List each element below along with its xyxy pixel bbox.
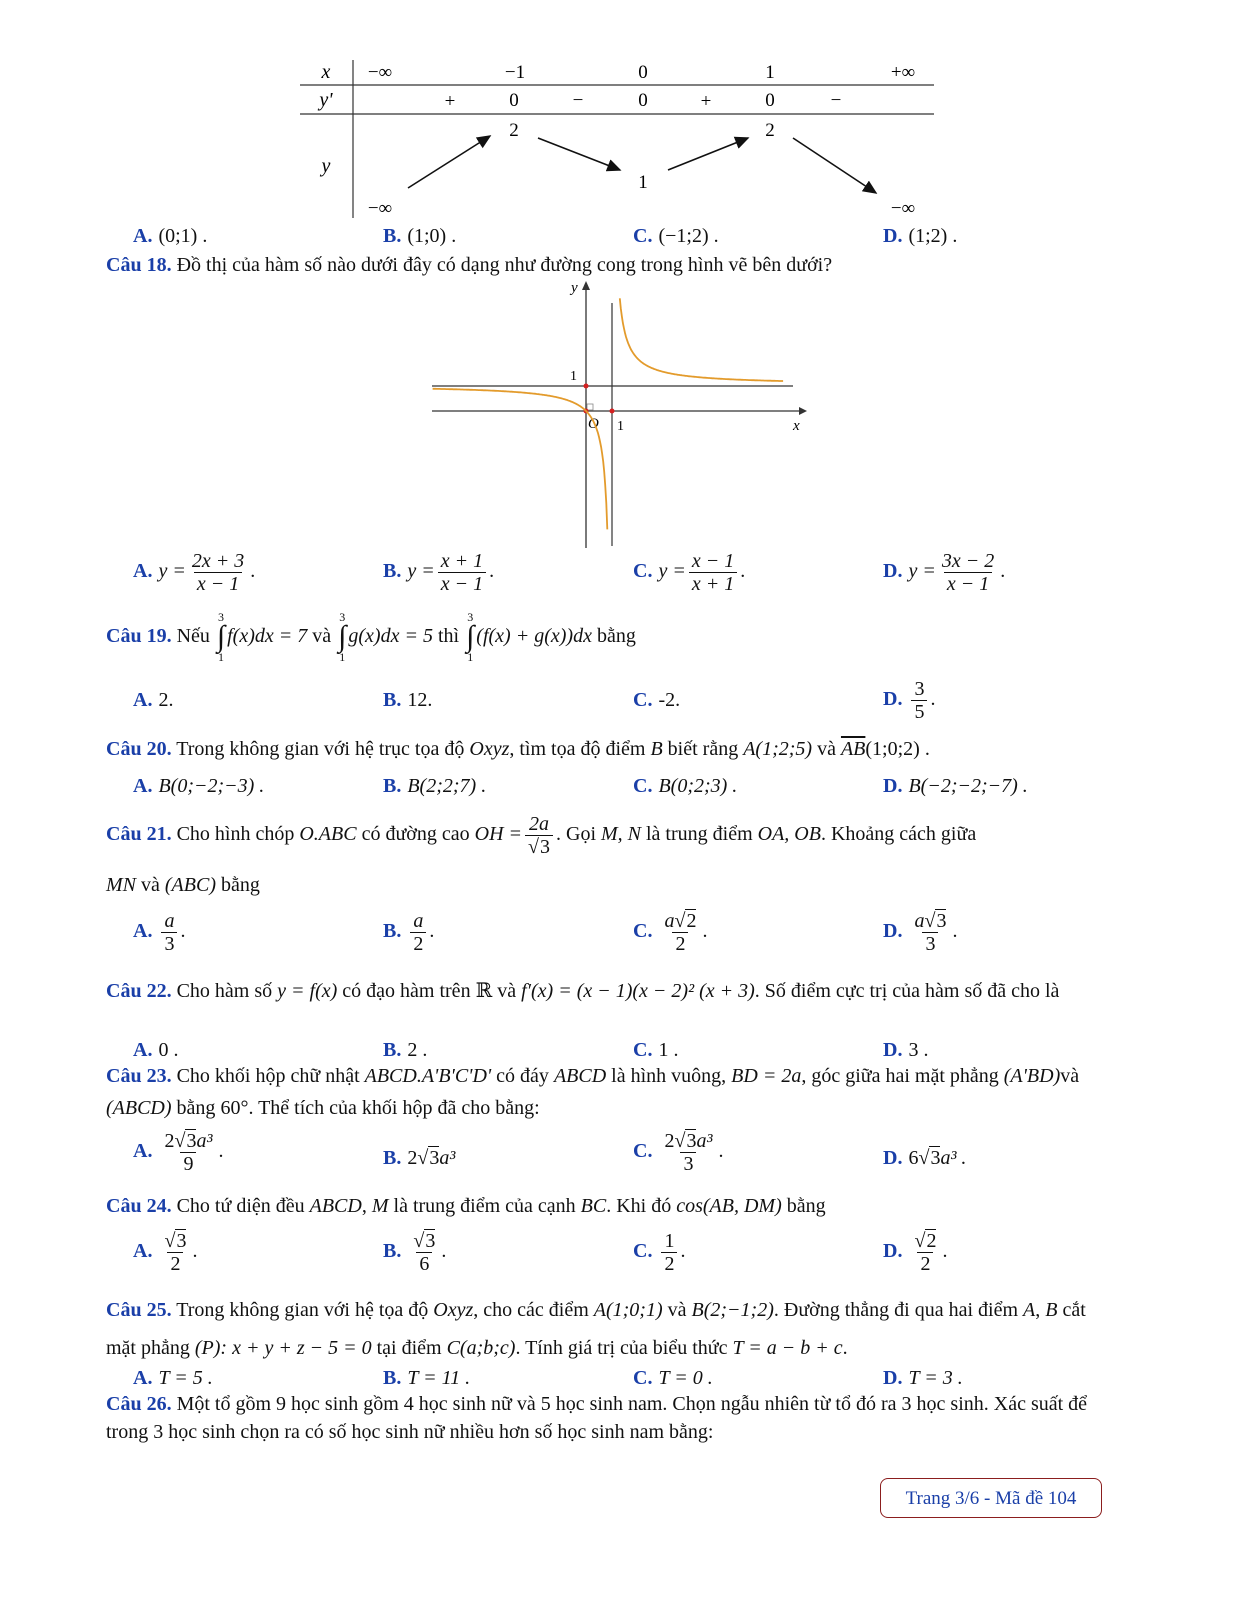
q24-option-b[interactable]: B. $\frac{√3}{6}$ . <box>383 1230 447 1275</box>
q18-option-a[interactable]: A. y = $\frac{2x + 3}{x - 1}$ . <box>133 550 256 595</box>
question-22: Câu 22. Cho hàm số y = f(x) có đạo hàm trên ℝ và f′(x) = (x − 1)(x − 2)² (x + 3). Số điểm cực trị của hàm số đã cho là <box>106 980 1060 1002</box>
y-value: 2 <box>509 120 519 141</box>
q25-option-c[interactable]: C. T = 0 . <box>633 1367 713 1389</box>
curve-right-branch <box>620 298 783 381</box>
q19-option-c[interactable]: C. -2. <box>633 689 681 711</box>
question-24: Câu 24. Cho tứ diện đều ABCD, M là trung điểm của cạnh BC. Khi đó cos(AB, DM) bằng <box>106 1195 826 1217</box>
question-19: Câu 19. Nếu 3 ∫ 1 f(x)dx = 7 và 3 ∫ 1 g(x)dx = 5 thì 3 ∫ 1 (f(x) + g(x))dx bằng <box>106 610 636 665</box>
q21-option-a[interactable]: A. $\frac{a}{3}$ . <box>133 910 186 955</box>
q18-option-d[interactable]: D. y = $\frac{3x - 2}{x - 1}$ . <box>883 550 1006 595</box>
question-21: Câu 21. Cho hình chóp O.ABC có đường cao OH = $\frac{2a}{√3}$ . Gọi M, N là trung điểm OA, OB. Khoảng cách giữa <box>106 812 977 858</box>
q19-option-b[interactable]: B. 12. <box>383 689 433 711</box>
row-label-yprime: y' <box>319 89 333 111</box>
point-marker <box>584 384 589 389</box>
q25-option-d[interactable]: D. T = 3 . <box>883 1367 963 1389</box>
q24-option-d[interactable]: D. $\frac{√2}{2}$ . <box>883 1230 948 1275</box>
q22-option-d[interactable]: D. 3 . <box>883 1039 929 1061</box>
curve-left-branch <box>433 389 608 530</box>
arrow-down <box>538 138 620 170</box>
row-label-y: y <box>321 155 331 177</box>
sign: + <box>700 91 712 112</box>
row-label-x: x <box>321 61 331 83</box>
y-value: −∞ <box>890 198 916 219</box>
q22-option-a[interactable]: A. 0 . <box>133 1039 179 1061</box>
variation-table <box>298 58 938 223</box>
arrow-up <box>408 136 490 188</box>
question-21-line2: MN và (ABC) bằng <box>106 874 260 896</box>
q17-option-d[interactable]: D. (1;2) . <box>883 225 958 247</box>
question-23: Câu 23. Cho khối hộp chữ nhật ABCD.A'B'C'D' có đáy ABCD là hình vuông, BD = 2a, góc giữa hai mặt phẳng (A'BD)và (ABCD) bằng 60°. Thể tích của khối hộp đã cho bằng: <box>106 1065 1080 1119</box>
q21-option-b[interactable]: B. $\frac{a}{2}$ . <box>383 910 435 955</box>
sign: 0 <box>509 90 519 111</box>
q19-option-d[interactable]: D. $\frac{3}{5}$ . <box>883 678 936 723</box>
q17-option-c[interactable]: C. (−1;2) . <box>633 225 719 247</box>
q17-option-a[interactable]: A. (0;1) . <box>133 225 208 247</box>
q17-option-b[interactable]: B. (1;0) . <box>383 225 457 247</box>
q24-option-a[interactable]: A. $\frac{√3}{2}$ . <box>133 1230 198 1275</box>
question-20: Câu 20. Trong không gian với hệ trục tọa độ Oxyz, tìm tọa độ điểm B biết rằng A(1;2;5) và $\overline{AB}(1;0;2)$ . <box>106 738 930 760</box>
sign: 0 <box>765 90 775 111</box>
arrow-down <box>793 138 876 193</box>
q19-option-a[interactable]: A. 2. <box>133 689 174 711</box>
sign: − <box>830 90 842 111</box>
sign: + <box>444 91 456 112</box>
tick-x-label: 1 <box>617 419 624 434</box>
origin-label: O <box>588 416 599 432</box>
x-value: −∞ <box>367 62 393 83</box>
question-18: Câu 18. Đồ thị của hàm số nào dưới đây có dạng như đường cong trong hình vẽ bên dưới? <box>106 254 833 276</box>
tick-y-label: 1 <box>570 369 577 384</box>
q18-option-c[interactable]: C. y = $\frac{x - 1}{x + 1}$ . <box>633 550 746 595</box>
x-value: −1 <box>504 62 526 83</box>
q24-option-c[interactable]: C. $\frac{1}{2}$ . <box>633 1230 686 1275</box>
question-25: Câu 25. Trong không gian với hệ tọa độ Oxyz, cho các điểm A(1;0;1) và B(2;−1;2). Đường thẳng đi qua hai điểm A, B cắt mặt phẳng (P): x + y + z − 5 = 0 tại điểm C(a;b;c). Tính giá trị của biểu thức T = a − b + c. <box>106 1299 1086 1359</box>
q23-option-d[interactable]: D. 6√3a³ . <box>883 1147 967 1169</box>
q18-graph <box>425 278 810 548</box>
q25-option-a[interactable]: A. T = 5 . <box>133 1367 213 1389</box>
q23-option-c[interactable]: C. $\frac{\text{2√3a³}}{3}$ . <box>633 1130 724 1175</box>
y-value: 1 <box>638 172 648 193</box>
y-value: 2 <box>765 120 775 141</box>
q23-option-a[interactable]: A. $\frac{\text{2√3a³}}{9}$ . <box>133 1130 224 1175</box>
q20-option-c[interactable]: C. B(0;2;3) . <box>633 775 738 797</box>
q23-option-b[interactable]: B. 2√3a³ <box>383 1147 456 1169</box>
q20-option-a[interactable]: A. B(0;−2;−3) . <box>133 775 265 797</box>
y-axis-label: y <box>571 280 578 296</box>
y-value: −∞ <box>367 198 393 219</box>
q20-option-d[interactable]: D. B(−2;−2;−7) . <box>883 775 1028 797</box>
x-value: 1 <box>765 62 775 83</box>
point-marker <box>610 409 615 414</box>
q20-option-b[interactable]: B. B(2;2;7) . <box>383 775 487 797</box>
x-axis-label: x <box>793 418 800 434</box>
sign: − <box>572 90 584 111</box>
q22-option-b[interactable]: B. 2 . <box>383 1039 428 1061</box>
q21-option-c[interactable]: C. $\frac{a√2}{2}$ . <box>633 910 708 955</box>
q25-option-b[interactable]: B. T = 11 . <box>383 1367 471 1389</box>
q21-option-d[interactable]: D. $\frac{a√3}{3}$ . <box>883 910 958 955</box>
sign: 0 <box>638 90 648 111</box>
page-footer-badge: Trang 3/6 - Mã đề 104 <box>880 1478 1102 1518</box>
question-26: Câu 26. Một tổ gồm 9 học sinh gồm 4 học sinh nữ và 5 học sinh nam. Chọn ngẫu nhiên từ tổ đó ra 3 học sinh. Xác suất để trong 3 học sinh chọn ra có số học sinh nữ nhiều hơn số học sinh nam bằng: <box>106 1393 1088 1443</box>
x-value: 0 <box>638 62 648 83</box>
x-value: +∞ <box>890 62 916 83</box>
arrow-up <box>668 138 748 170</box>
q18-option-b[interactable]: B. y = $\frac{x + 1}{x - 1}$ . <box>383 550 495 595</box>
q22-option-c[interactable]: C. 1 . <box>633 1039 679 1061</box>
